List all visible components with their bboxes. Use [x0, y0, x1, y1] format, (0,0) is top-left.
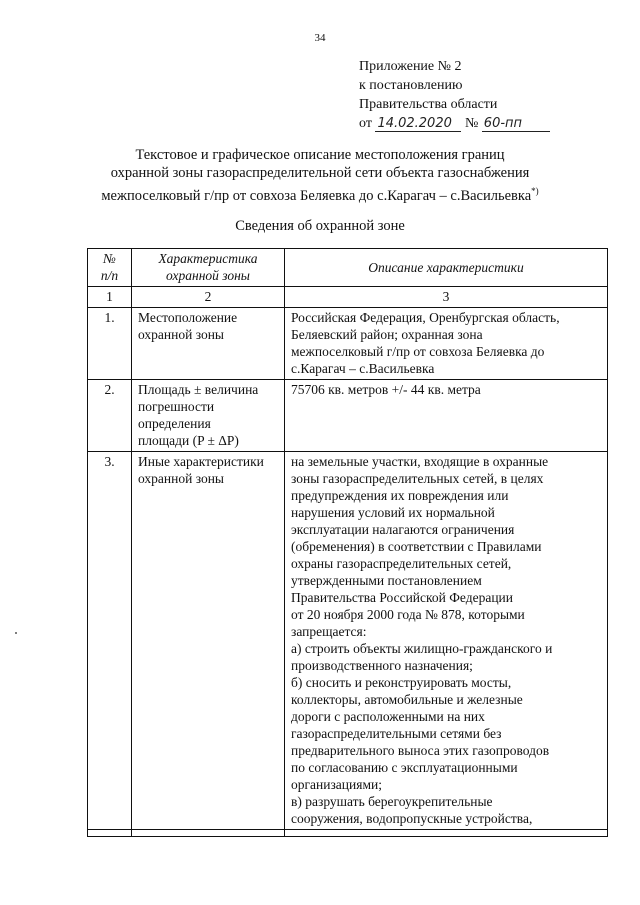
- header-description: Описание характеристики: [285, 249, 608, 287]
- row-3-desc-line: Правительства Российской Федерации: [291, 590, 513, 605]
- row-3-char-line: Иные характеристики: [138, 454, 264, 469]
- row-2-char-line: Площадь ± величина: [138, 382, 259, 397]
- number-label: №: [464, 116, 479, 131]
- column-number-2: 2: [132, 287, 285, 308]
- table-header-row: [88, 249, 608, 287]
- handwritten-number: 60-пп: [482, 117, 550, 132]
- row-3-desc-line: эксплуатации налагаются ограничения: [291, 522, 515, 537]
- continued-cell-1: [88, 830, 132, 837]
- row-2-char-line: площади (P ± ΔP): [138, 433, 239, 448]
- row-3-desc-line: (обременения) в соответствии с Правилами: [291, 539, 542, 554]
- section-title: Сведения об охранной зоне: [235, 218, 405, 234]
- row-3-desc-line: зоны газораспределительных сетей, в целях: [291, 471, 544, 486]
- row-3-characteristic: [132, 452, 285, 830]
- row-3-desc-line: коллекторы, автомобильные и железные: [291, 692, 523, 707]
- footnote-mark: *): [531, 186, 539, 196]
- row-2-characteristic: [132, 380, 285, 452]
- row-3-description: [285, 452, 608, 830]
- row-1-characteristic: [132, 308, 285, 380]
- table-row-area: [88, 380, 608, 452]
- row-1-num: 1.: [88, 308, 132, 380]
- header-num-line-1: №: [103, 251, 116, 266]
- appendix-date-line: [359, 114, 550, 133]
- row-3-desc-line: на земельные участки, входящие в охранные: [291, 454, 549, 469]
- row-1-description: [285, 308, 608, 380]
- handwritten-date: 14.02.2020: [375, 117, 461, 132]
- row-3-desc-line: предупреждения их повреждения или: [291, 488, 509, 503]
- row-3-desc-line: запрещается:: [291, 624, 367, 639]
- row-1-char-line: охранной зоны: [138, 327, 225, 342]
- appendix-line-3: Правительства области: [359, 97, 498, 112]
- table-row-continued: [88, 830, 608, 837]
- scan-margin-mark: [15, 632, 17, 634]
- header-characteristic-line-2: охранной зоны: [166, 268, 250, 283]
- row-3-desc-line: дороги с расположенными на них: [291, 709, 485, 724]
- row-3-desc-line: б) сносить и реконструировать мосты,: [291, 675, 512, 690]
- row-3-desc-line: организациями;: [291, 777, 382, 792]
- row-1-desc-line: межпоселковый г/пр от совхоза Беляевка до: [291, 344, 545, 359]
- row-1-char-line: Местоположение: [138, 310, 238, 325]
- row-3-char-line: охранной зоны: [138, 471, 225, 486]
- row-3-desc-line: утвержденными постановлением: [291, 573, 482, 588]
- from-label: от: [359, 116, 372, 131]
- document-title: [0, 146, 640, 205]
- header-num-line-2: п/п: [100, 268, 119, 283]
- row-3-desc-line: предварительного выноса этих газопроводов: [291, 743, 550, 758]
- row-2-desc-line: 75706 кв. метров +/- 44 кв. метра: [291, 382, 481, 397]
- row-3-desc-line: по согласованию с эксплуатационными: [291, 760, 518, 775]
- table-row-other: [88, 452, 608, 830]
- title-line-3: [0, 182, 640, 205]
- protection-zone-table: [87, 248, 608, 837]
- continued-cell-2: [132, 830, 285, 837]
- title-line-3-text: межпоселковый г/пр от совхоза Беляевка до с.Карагач – с.Васильевка: [101, 187, 532, 204]
- row-2-char-line: определения: [138, 416, 211, 431]
- row-3-desc-line: охраны газораспределительных сетей,: [291, 556, 512, 571]
- row-3-desc-line: сооружения, водопропускные устройства,: [291, 811, 533, 826]
- row-1-desc-line: с.Карагач – с.Васильевка: [291, 361, 435, 376]
- row-1-desc-line: Беляевский район; охранная зона: [291, 327, 483, 342]
- title-line-1: Текстовое и графическое описание местоположения границ: [135, 147, 505, 163]
- appendix-block: [359, 57, 550, 133]
- column-number-row: [88, 287, 608, 308]
- row-2-char-line: погрешности: [138, 399, 215, 414]
- header-characteristic: [132, 249, 285, 287]
- row-3-desc-line: а) строить объекты жилищно-гражданского и: [291, 641, 553, 656]
- row-3-desc-line: нарушения условий их нормальной: [291, 505, 495, 520]
- title-line-2: охранной зоны газораспределительной сети объекта газоснабжения: [110, 165, 530, 181]
- row-3-desc-line: в) разрушать берегоукрепительные: [291, 794, 493, 809]
- table-row-location: [88, 308, 608, 380]
- column-number-1: 1: [88, 287, 132, 308]
- row-2-num: 2.: [88, 380, 132, 452]
- row-3-num: 3.: [88, 452, 132, 830]
- continued-cell-3: [285, 830, 608, 837]
- row-2-description: [285, 380, 608, 452]
- appendix-line-1: Приложение № 2: [359, 59, 462, 74]
- header-characteristic-line-1: Характеристика: [158, 251, 258, 266]
- page-number: 34: [314, 32, 326, 44]
- appendix-line-2: к постановлению: [359, 78, 463, 93]
- column-number-3: 3: [285, 287, 608, 308]
- row-3-desc-line: от 20 ноября 2000 года № 878, которыми: [291, 607, 525, 622]
- header-num: [88, 249, 132, 287]
- row-1-desc-line: Российская Федерация, Оренбургская область,: [291, 310, 560, 325]
- row-3-desc-line: производственного назначения;: [291, 658, 473, 673]
- row-3-desc-line: газораспределительными сетями без: [291, 726, 502, 741]
